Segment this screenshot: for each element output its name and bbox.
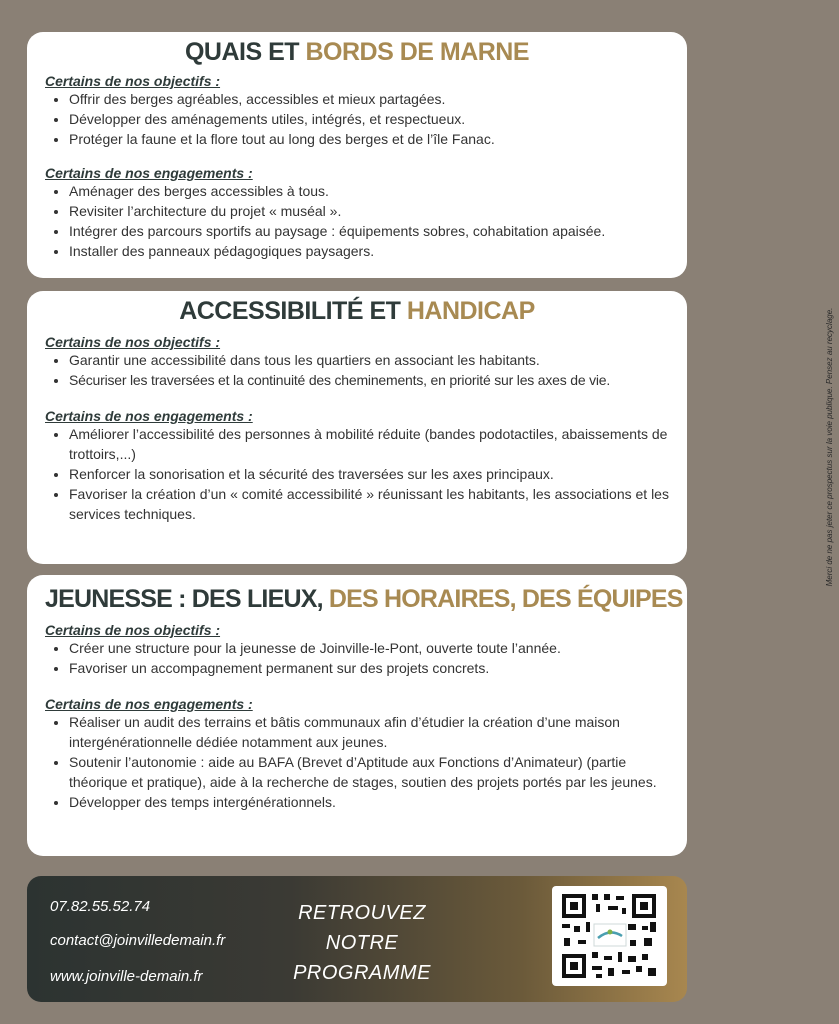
objectives-heading: Certains de nos objectifs : [45,73,221,89]
engagements-list [45,712,669,812]
list-item: • Aménager des berges accessibles à tous. [69,181,669,201]
engagements-heading: Certains de nos engagements : [45,696,253,712]
cta-line: NOTRE [325,932,399,954]
title-part-gold: DES HORAIRES, DES ÉQUIPES [328,585,683,613]
list-item: • Intégrer des parcours sportifs au paysage : équipements sobres, cohabitation apaisée. [69,221,669,241]
list-item: • Créer une structure pour la jeunesse de Joinville-le-Pont, ouverte toute l’année. [69,638,669,658]
program-cta [277,898,447,988]
list-item: • Réaliser un audit des terrains et bâtis communaux afin d’étudier la création d’une maison intergénérationnelle dédiée notamment aux jeunes. [69,712,669,752]
objectives-list [45,350,669,390]
section-card-accessibilite [27,291,687,564]
footer-banner [27,876,687,1002]
email-link[interactable]: contact@joinvilledemain.fr [50,932,226,949]
list-item: • Soutenir l’autonomie : aide au BAFA (Brevet d’Aptitude aux Fonctions d’Animateur) (partie théorique et pratique), aide à la recherche de stages, soutien des projets portés par les jeunes. [69,752,669,792]
engagements-heading: Certains de nos engagements : [45,165,253,181]
section-title [45,38,669,67]
list-item: • Développer des aménagements utiles, intégrés, et respectueux. [69,109,669,129]
title-part-gold: HANDICAP [406,297,535,325]
section-card-jeunesse [27,575,687,856]
objectives-list [45,638,669,678]
qr-code-graphic [552,886,667,986]
cta-line: PROGRAMME [293,962,431,984]
title-part-dark: JEUNESSE : DES LIEUX, [45,585,329,613]
title-part-gold: BORDS DE MARNE [305,38,530,66]
list-item: • Protéger la faune et la flore tout au long des berges et de l’île Fanac. [69,129,669,149]
engagements-heading: Certains de nos engagements : [45,408,253,424]
objectives-heading: Certains de nos objectifs : [45,622,221,638]
list-item: • Offrir des berges agréables, accessibles et mieux partagées. [69,89,669,109]
list-item: • Développer des temps intergénérationnels. [69,792,669,812]
cta-line: RETROUVEZ [298,902,426,924]
list-item: • Améliorer l’accessibilité des personnes à mobilité réduite (bandes podotactiles, abaissements de trottoirs,...) [69,424,669,464]
title-part-dark: QUAIS ET [184,38,306,66]
website-link[interactable]: www.joinville-demain.fr [50,968,203,985]
objectives-list [45,89,669,149]
section-title [45,297,669,326]
list-item: • Sécuriser les traversées et la continuité des cheminements, en priorité sur les axes de vie. [69,370,669,390]
list-item: • Revisiter l’architecture du projet « muséal ». [69,201,669,221]
list-item: • Garantir une accessibilité dans tous les quartiers en associant les habitants. [69,350,669,370]
objectives-heading: Certains de nos objectifs : [45,334,221,350]
section-title [45,585,683,614]
title-part-dark: ACCESSIBILITÉ ET [179,297,407,325]
list-item: • Renforcer la sonorisation et la sécurité des traversées sur les axes principaux. [69,464,669,484]
list-item: • Favoriser un accompagnement permanent sur des projets concrets. [69,658,669,678]
list-item: • Installer des panneaux pédagogiques paysagers. [69,241,669,261]
list-item: • Favoriser la création d’un « comité accessibilité » réunissant les habitants, les associations et les services techniques. [69,484,669,524]
qr-code-icon[interactable] [552,886,667,986]
engagements-list [45,181,669,261]
section-card-quais [27,32,687,278]
engagements-list [45,424,669,524]
recycling-note: Merci de ne pas jeter ce prospectus sur la voie publique. Pensez au recyclage. [825,307,834,587]
phone-number: 07.82.55.52.74 [50,898,151,915]
